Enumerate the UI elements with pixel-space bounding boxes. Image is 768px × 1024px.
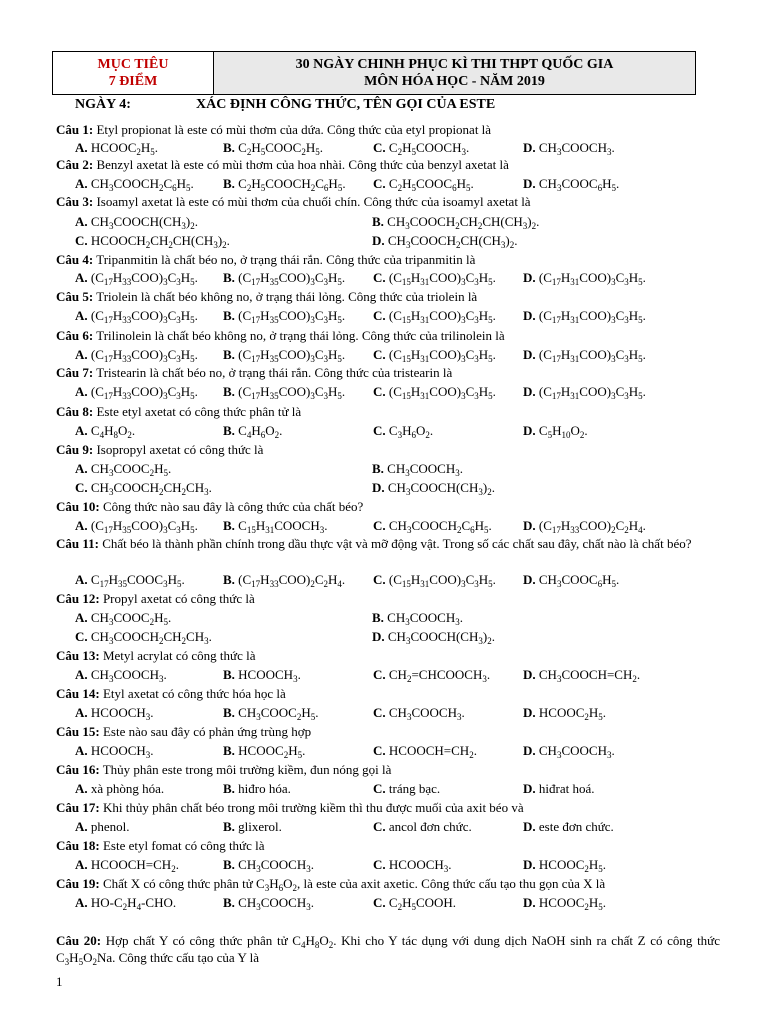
option-c	[373, 780, 440, 797]
option-letter: A.	[75, 518, 88, 533]
option-text: $(C_{17}H_{33}COO)_3C_3H_5$.	[87, 347, 198, 364]
option-b	[223, 383, 345, 400]
option-d	[523, 894, 606, 911]
question-text: Este etyl axetat có công thức phân tử là	[93, 404, 302, 419]
option-letter: A.	[75, 384, 88, 399]
option-d	[523, 666, 640, 683]
option-letter: A.	[75, 610, 88, 625]
option-text: $CH_3COOCH(CH_3)_2$.	[87, 214, 198, 231]
option-text: $HCOOC_2H_5$.	[535, 895, 607, 912]
option-a	[75, 609, 171, 626]
option-b	[223, 175, 346, 192]
question-label: Câu 1:	[56, 122, 94, 137]
question-11	[56, 535, 720, 552]
question-label: Câu 19:	[56, 876, 100, 891]
option-letter: D.	[523, 895, 536, 910]
question-text: Khi thủy phân chất béo trong môi trường kiềm thì thu được muối của axit béo và	[99, 800, 524, 815]
option-letter: A.	[75, 572, 88, 587]
option-c	[373, 818, 472, 835]
option-b	[372, 609, 463, 626]
question-label: Câu 7:	[56, 365, 94, 380]
option-b	[223, 704, 319, 721]
option-letter: A.	[75, 176, 88, 191]
option-a	[75, 894, 176, 911]
option-letter: D.	[523, 705, 536, 720]
option-text: este đơn chức.	[535, 819, 614, 834]
option-text: $CH_3COOCH_3$.	[535, 140, 615, 157]
question-9	[56, 441, 716, 458]
question-2	[56, 156, 716, 173]
header-target-line1: MỤC TIÊU	[97, 57, 169, 72]
option-d	[523, 175, 619, 192]
question-text: Etyl axetat có công thức hóa học là	[99, 686, 286, 701]
option-text: $C_2H_5COOH$.	[385, 895, 457, 912]
option-c	[373, 856, 452, 873]
question-text: Este etyl fomat có công thức là	[99, 838, 265, 853]
question-label: Câu 4:	[56, 252, 94, 267]
option-text: $CH_3COOC_2H_5$.	[87, 610, 172, 627]
question-13	[56, 647, 716, 664]
question-3	[56, 193, 716, 210]
option-text: $HO-C_2H_4$-CHO.	[87, 895, 177, 912]
option-text: $C_4H_6O_2$.	[234, 423, 283, 440]
option-text: $CH_3COOCH_3$.	[87, 667, 167, 684]
option-text: $(C_{17}H_{35}COO)_3C_3H_5$.	[234, 384, 346, 401]
option-c	[373, 704, 465, 721]
option-text: $CH_3COOCH=CH_2$.	[535, 667, 641, 684]
option-text: $(C_{17}H_{35}COO)_3C_3H_5$.	[234, 347, 346, 364]
option-a	[75, 818, 130, 835]
question-text: Hợp chất Y có công thức phân tử $C_4H_8O_2$. Khi cho Y tác dụng với dung dịch NaOH sinh ra chất Z có công thức $C_3H_5O_2Na$. Công thức cấu tạo của Y là	[56, 933, 721, 967]
option-c	[75, 232, 230, 249]
question-4	[56, 251, 716, 268]
option-b	[223, 307, 345, 324]
option-letter: C.	[373, 819, 386, 834]
option-letter: C.	[373, 705, 386, 720]
option-text: $HCOOCH_3$.	[385, 857, 452, 874]
option-letter: A.	[75, 270, 88, 285]
question-label: Câu 6:	[56, 328, 94, 343]
option-text: $CH_3COOCH_2C_6H_5$.	[87, 176, 194, 193]
option-letter: B.	[223, 857, 235, 872]
question-label: Câu 16:	[56, 762, 100, 777]
option-letter: D.	[372, 629, 385, 644]
option-a	[75, 139, 158, 156]
header-title-line1: 30 NGÀY CHINH PHỤC KÌ THI THPT QUỐC GIA	[295, 57, 614, 72]
option-a	[75, 742, 154, 759]
option-text: $C_{17}H_{35}COOC_3H_5$.	[87, 572, 185, 589]
question-6	[56, 327, 716, 344]
option-letter: A.	[75, 667, 88, 682]
option-text: $CH_3COOCH_3$.	[385, 705, 465, 722]
option-letter: A.	[75, 781, 88, 796]
question-text: Metyl acrylat có công thức là	[99, 648, 256, 663]
option-text: $(C_{15}H_{31}COO)_3C_3H_5$.	[385, 270, 496, 287]
question-19	[56, 875, 716, 892]
option-text: $CH_3COOCH_2CH_2CH(CH_3)_2$.	[383, 214, 540, 231]
option-b	[223, 818, 282, 835]
option-b	[223, 346, 345, 363]
option-letter: B.	[223, 743, 235, 758]
option-letter: B.	[223, 572, 235, 587]
question-label: Câu 18:	[56, 838, 100, 853]
option-letter: B.	[372, 461, 384, 476]
option-letter: D.	[523, 857, 536, 872]
option-d	[523, 780, 594, 797]
option-letter: D.	[523, 347, 536, 362]
option-letter: D.	[523, 308, 536, 323]
option-text: $C_3H_6O_2$.	[385, 423, 434, 440]
option-a	[75, 269, 198, 286]
option-letter: D.	[523, 572, 536, 587]
question-text: Benzyl axetat là este có mùi thơm của hoa nhài. Công thức của benzyl axetat là	[93, 157, 509, 172]
option-letter: B.	[223, 270, 235, 285]
option-letter: D.	[372, 480, 385, 495]
question-label: Câu 3:	[56, 194, 94, 209]
option-b	[223, 139, 323, 156]
question-text: Tristearin là chất béo no, ở trạng thái rắn. Công thức của tristearin là	[93, 365, 453, 380]
option-c	[75, 479, 212, 496]
option-d	[523, 571, 619, 588]
day-title: XÁC ĐỊNH CÔNG THỨC, TÊN GỌI CỦA ESTE	[196, 97, 496, 112]
option-text: $(C_{17}H_{31}COO)_3C_3H_5$.	[535, 384, 646, 401]
option-a	[75, 517, 198, 534]
option-c	[373, 175, 474, 192]
option-text: $HCOOCH=CH_2$.	[385, 743, 477, 760]
option-letter: B.	[223, 384, 235, 399]
option-d	[523, 269, 646, 286]
option-d	[372, 628, 495, 645]
option-text: $HCOOCH_3$.	[234, 667, 301, 684]
option-text: $HCOOC_2H_5$.	[535, 857, 607, 874]
option-letter: A.	[75, 423, 88, 438]
option-letter: B.	[372, 610, 384, 625]
option-b	[223, 269, 345, 286]
question-text: Tripanmitin là chất béo no, ở trạng thái rắn. Công thức của tripanmitin là	[93, 252, 476, 267]
question-18	[56, 837, 716, 854]
option-c	[373, 742, 477, 759]
page-number: 1	[56, 974, 63, 989]
option-letter: C.	[373, 270, 386, 285]
option-letter: C.	[373, 572, 386, 587]
option-letter: A.	[75, 857, 88, 872]
option-b	[223, 422, 282, 439]
question-label: Câu 14:	[56, 686, 100, 701]
option-d	[523, 346, 646, 363]
option-letter: C.	[75, 233, 88, 248]
question-label: Câu 10:	[56, 499, 100, 514]
question-text: Isopropyl axetat có công thức là	[93, 442, 264, 457]
option-text: $(C_{17}H_{33}COO)_3C_3H_5$.	[87, 308, 198, 325]
option-c	[373, 269, 496, 286]
question-15	[56, 723, 716, 740]
question-label: Câu 5:	[56, 289, 94, 304]
option-letter: D.	[523, 518, 536, 533]
option-letter: D.	[523, 384, 536, 399]
option-letter: A.	[75, 461, 88, 476]
option-text: $C_2H_5COOC_6H_5$.	[385, 176, 474, 193]
option-text: $C_2H_5COOCH_3$.	[385, 140, 470, 157]
option-text: $(C_{17}H_{35}COO)_3C_3H_5$.	[234, 308, 346, 325]
option-text: $HCOOCH_3$.	[87, 705, 154, 722]
day-label: NGÀY 4:	[75, 97, 131, 112]
question-text: Etyl propionat là este có mùi thơm của dứa. Công thức của etyl propionat là	[93, 122, 492, 137]
option-letter: C.	[373, 667, 386, 682]
option-letter: B.	[223, 347, 235, 362]
option-text: $(C_{15}H_{31}COO)_3C_3H_5$.	[385, 572, 496, 589]
option-c	[373, 517, 492, 534]
option-c	[373, 666, 490, 683]
option-c	[373, 422, 433, 439]
option-d	[523, 307, 646, 324]
option-letter: D.	[523, 423, 536, 438]
option-text: $C_2H_5COOCH_2C_6H_5$.	[234, 176, 346, 193]
option-letter: B.	[223, 518, 235, 533]
option-letter: C.	[373, 140, 386, 155]
option-d	[523, 818, 614, 835]
question-12	[56, 590, 716, 607]
question-7	[56, 364, 716, 381]
option-text: $CH_3COOCH(CH_3)_2$.	[384, 480, 495, 497]
option-letter: D.	[523, 270, 536, 285]
question-label: Câu 8:	[56, 404, 94, 419]
question-label: Câu 20:	[56, 933, 102, 948]
option-letter: B.	[223, 781, 235, 796]
option-text: $CH_3COOCH_2CH(CH_3)_2$.	[384, 233, 518, 250]
option-text: $(C_{17}H_{31}COO)_3C_3H_5$.	[535, 308, 646, 325]
question-label: Câu 9:	[56, 442, 94, 457]
question-text: Thủy phân este trong môi trường kiềm, đun nóng gọi là	[99, 762, 392, 777]
option-letter: A.	[75, 895, 88, 910]
option-letter: C.	[373, 518, 386, 533]
option-letter: D.	[523, 743, 536, 758]
header-target-line2: 7 ĐIỂM	[108, 74, 158, 89]
option-d	[372, 232, 518, 249]
question-text: Este nào sau đây có phản ứng trùng hợp	[99, 724, 312, 739]
option-d	[523, 856, 606, 873]
question-label: Câu 11:	[56, 536, 99, 551]
option-c	[373, 346, 496, 363]
option-text: $C_4H_8O_2$.	[87, 423, 136, 440]
question-label: Câu 12:	[56, 591, 100, 606]
option-text: tráng bạc.	[385, 781, 441, 796]
question-label: Câu 13:	[56, 648, 100, 663]
question-14	[56, 685, 716, 702]
option-a	[75, 346, 198, 363]
option-text: $(C_{17}H_{31}COO)_3C_3H_5$.	[535, 270, 646, 287]
option-text: $(C_{17}H_{35}COO)_3C_3H_5$.	[234, 270, 346, 287]
question-text: Công thức nào sau đây là công thức của chất béo?	[99, 499, 364, 514]
option-text: $CH_3COOCH_3$.	[535, 743, 615, 760]
option-d	[523, 139, 615, 156]
option-letter: C.	[373, 857, 386, 872]
option-letter: A.	[75, 308, 88, 323]
option-text: $CH_3COOC_2H_5$.	[87, 461, 172, 478]
header-box	[52, 51, 696, 95]
option-letter: B.	[223, 176, 235, 191]
option-text: $CH_3COOCH_3$.	[383, 610, 463, 627]
option-a	[75, 460, 171, 477]
header-title	[214, 52, 695, 94]
option-letter: A.	[75, 347, 88, 362]
option-text: $(C_{17}H_{33}COO)_2C_2H_4$.	[535, 518, 646, 535]
option-a	[75, 422, 135, 439]
option-c	[373, 383, 496, 400]
option-a	[75, 780, 164, 797]
option-letter: B.	[223, 895, 235, 910]
option-b	[223, 856, 314, 873]
option-text: $(C_{17}H_{35}COO)_3C_3H_5$.	[87, 518, 198, 535]
option-letter: A.	[75, 705, 88, 720]
option-text: $HCOOC_2H_5$.	[234, 743, 306, 760]
option-text: $(C_{15}H_{31}COO)_3C_3H_5$.	[385, 384, 496, 401]
question-text: Triolein là chất béo không no, ở trạng thái lỏng. Công thức của triolein là	[93, 289, 478, 304]
option-b	[223, 571, 345, 588]
question-10	[56, 498, 716, 515]
option-letter: D.	[523, 176, 536, 191]
option-text: $CH_3COOCH_2C_6H_5$.	[385, 518, 492, 535]
option-text: $(C_{17}H_{33}COO)_3C_3H_5$.	[87, 270, 198, 287]
option-text: $CH_3COOCH_3$.	[234, 895, 314, 912]
option-d	[523, 517, 646, 534]
header-title-line2: MÔN HÓA HỌC - NĂM 2019	[364, 74, 545, 89]
option-b	[372, 213, 539, 230]
option-text: $CH_3COOCH_3$.	[234, 857, 314, 874]
option-letter: C.	[373, 176, 386, 191]
option-d	[523, 422, 588, 439]
option-text: $(C_{15}H_{31}COO)_3C_3H_5$.	[385, 347, 496, 364]
option-text: glixerol.	[234, 819, 282, 834]
option-text: $(C_{17}H_{33}COO)_3C_3H_5$.	[87, 384, 198, 401]
option-text: phenol.	[87, 819, 130, 834]
option-c	[373, 894, 456, 911]
option-b	[223, 517, 328, 534]
option-letter: C.	[373, 781, 386, 796]
header-target	[53, 52, 214, 94]
option-text: hiđro hóa.	[234, 781, 291, 796]
option-letter: C.	[373, 384, 386, 399]
option-letter: A.	[75, 140, 88, 155]
option-letter: B.	[223, 423, 235, 438]
option-a	[75, 213, 198, 230]
question-label: Câu 2:	[56, 157, 94, 172]
option-letter: D.	[372, 233, 385, 248]
option-letter: D.	[523, 667, 536, 682]
option-letter: A.	[75, 743, 88, 758]
question-16	[56, 761, 716, 778]
option-d	[523, 704, 606, 721]
option-text: $HCOOCH_2CH_2CH(CH_3)_2$.	[87, 233, 230, 250]
option-c	[75, 628, 212, 645]
option-text: $CH_3COOCH_2CH_2CH_3$.	[87, 629, 212, 646]
question-label: Câu 17:	[56, 800, 100, 815]
option-d	[372, 479, 495, 496]
option-letter: B.	[223, 705, 235, 720]
question-8	[56, 403, 716, 420]
option-text: $CH_3COOCH_2CH_2CH_3$.	[87, 480, 212, 497]
option-text: ancol đơn chức.	[385, 819, 472, 834]
question-text: Propyl axetat có công thức là	[99, 591, 255, 606]
option-a	[75, 856, 179, 873]
option-a	[75, 307, 198, 324]
option-b	[223, 742, 305, 759]
option-text: $CH_3COOC_6H_5$.	[535, 572, 620, 589]
option-a	[75, 383, 198, 400]
option-text: $CH_3COOCH(CH_3)_2$.	[384, 629, 495, 646]
option-letter: C.	[373, 347, 386, 362]
option-text: $CH_3COOC_2H_5$.	[234, 705, 319, 722]
option-d	[523, 742, 615, 759]
option-text: $CH_3COOCH_3$.	[383, 461, 463, 478]
option-a	[75, 666, 167, 683]
option-text: xà phòng hóa.	[87, 781, 165, 796]
option-c	[373, 139, 469, 156]
option-letter: B.	[372, 214, 384, 229]
option-text: $C_{15}H_{31}COOCH_3$.	[234, 518, 328, 535]
question-20	[56, 932, 720, 966]
question-1	[56, 121, 716, 138]
option-text: $HCOOC_2H_5$.	[87, 140, 159, 157]
question-text: Trilinolein là chất béo không no, ở trạng thái lỏng. Công thức của trilinolein là	[93, 328, 505, 343]
option-letter: C.	[373, 743, 386, 758]
option-letter: A.	[75, 819, 88, 834]
option-letter: B.	[223, 819, 235, 834]
option-a	[75, 571, 185, 588]
option-text: $(C_{17}H_{33}COO)_2C_2H_4$.	[234, 572, 346, 589]
option-letter: C.	[75, 480, 88, 495]
option-letter: D.	[523, 781, 536, 796]
option-a	[75, 704, 154, 721]
option-text: hiđrat hoá.	[535, 781, 595, 796]
option-text: $HCOOC_2H_5$.	[535, 705, 607, 722]
question-text: Isoamyl axetat là este có mùi thơm của chuối chín. Công thức của isoamyl axetat là	[93, 194, 531, 209]
option-text: $(C_{15}H_{31}COO)_3C_3H_5$.	[385, 308, 496, 325]
question-label: Câu 15:	[56, 724, 100, 739]
question-text: Chất X có công thức phân tử $C_3H_6O_2$, là este của axit axetic. Công thức cấu tạo thu gọn của X là	[99, 876, 606, 893]
option-letter: D.	[523, 140, 536, 155]
option-text: $CH_3COOC_6H_5$.	[535, 176, 620, 193]
option-text: $C_2H_5COOC_2H_5$.	[234, 140, 323, 157]
option-text: $CH_2=CHCOOCH_3$.	[385, 667, 491, 684]
option-b	[372, 460, 463, 477]
option-text: $(C_{17}H_{31}COO)_3C_3H_5$.	[535, 347, 646, 364]
option-c	[373, 307, 496, 324]
question-5	[56, 288, 716, 305]
option-letter: B.	[223, 667, 235, 682]
option-letter: B.	[223, 140, 235, 155]
option-letter: A.	[75, 214, 88, 229]
option-d	[523, 383, 646, 400]
option-text: $HCOOCH=CH_2$.	[87, 857, 179, 874]
option-text: $C_5H_{10}O_2$.	[535, 423, 588, 440]
option-letter: D.	[523, 819, 536, 834]
option-letter: B.	[223, 308, 235, 323]
option-letter: C.	[373, 895, 386, 910]
option-a	[75, 175, 194, 192]
option-letter: C.	[373, 423, 386, 438]
option-c	[373, 571, 496, 588]
question-text: Chất béo là thành phần chính trong dầu thực vật và mỡ động vật. Trong số các chất sau đây, chất nào là chất béo?	[98, 536, 692, 551]
option-b	[223, 666, 301, 683]
option-b	[223, 780, 291, 797]
option-letter: C.	[75, 629, 88, 644]
question-17	[56, 799, 716, 816]
option-letter: C.	[373, 308, 386, 323]
option-text: $HCOOCH_3$.	[87, 743, 154, 760]
option-b	[223, 894, 314, 911]
